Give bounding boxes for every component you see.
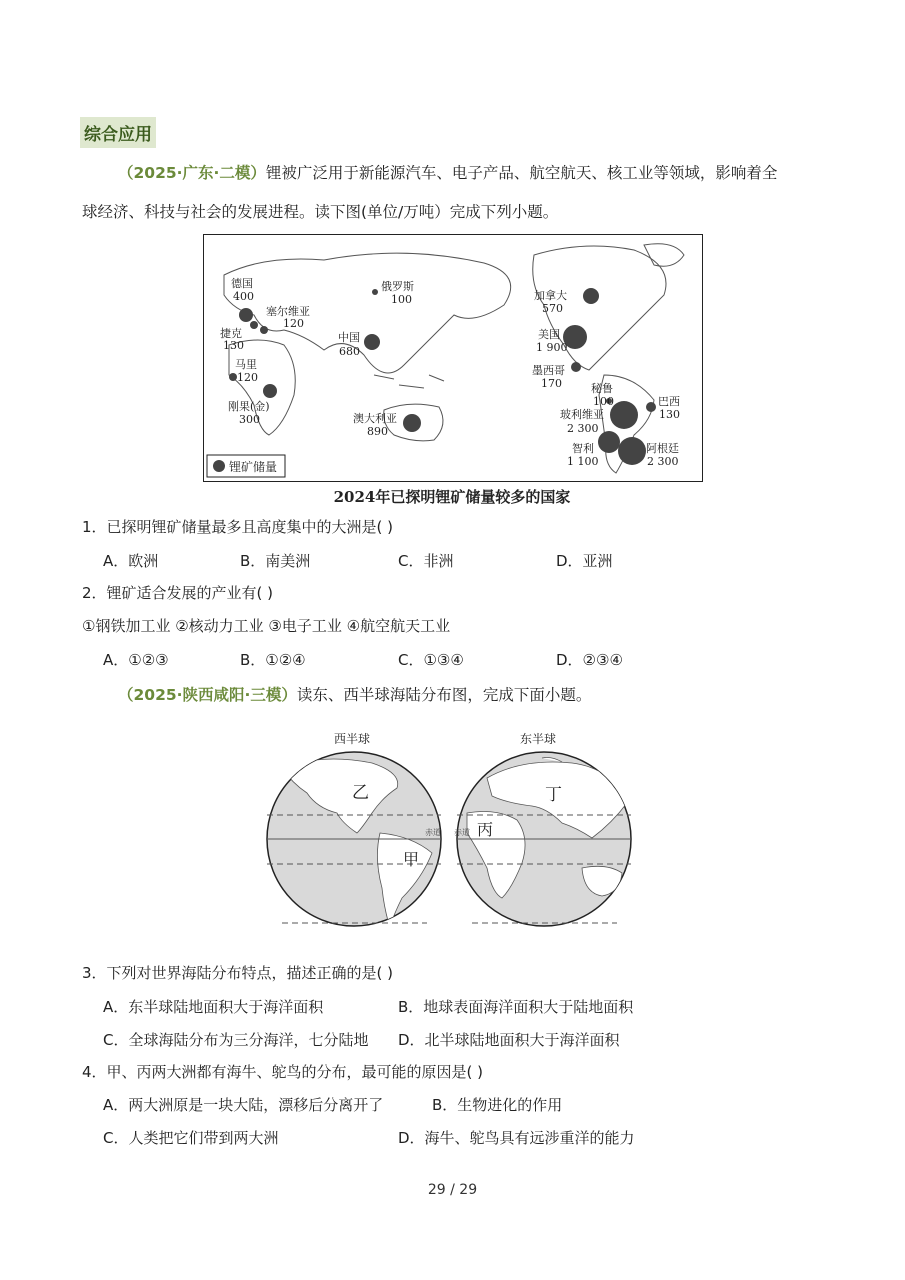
value-germany: 400: [233, 290, 254, 303]
q2-option-b[interactable]: B．①②④: [240, 651, 306, 669]
value-mali: 120: [237, 371, 258, 384]
intro-line-2: 球经济、科技与社会的发展进程。读下图(单位/万吨）完成下列小题。: [82, 203, 559, 221]
value-mexico: 170: [541, 377, 562, 390]
dot-congo: [263, 384, 277, 398]
value-china: 680: [339, 345, 360, 358]
q3-option-c[interactable]: C．全球海陆分布为三分海洋，七分陆地: [103, 1031, 369, 1049]
q3-option-d[interactable]: D．北半球陆地面积大于海洋面积: [398, 1031, 620, 1049]
value-russia: 100: [391, 293, 412, 306]
value-bolivia: 2 300: [567, 422, 599, 435]
dot-canada: [583, 288, 599, 304]
legend-label: 锂矿储量: [229, 460, 278, 474]
dot-germany: [239, 308, 253, 322]
q1-option-d[interactable]: D．亚洲: [556, 552, 613, 570]
label-czech: 捷克: [220, 327, 242, 340]
label-peru: 秘鲁: [591, 382, 613, 395]
q2-items: ①钢铁加工业 ②核动力工业 ③电子工业 ④航空航天工业: [82, 617, 451, 635]
section-title: 综合应用: [80, 117, 156, 148]
value-argentina: 2 300: [647, 455, 679, 468]
value-canada: 570: [542, 302, 563, 315]
q4-option-d[interactable]: D．海牛、鸵鸟具有远涉重洋的能力: [398, 1129, 635, 1147]
value-usa: 1 900: [536, 341, 568, 354]
label-argentina: 阿根廷: [646, 442, 679, 455]
label-china: 中国: [338, 331, 360, 344]
label-jia: 甲: [403, 850, 420, 869]
q4-option-a[interactable]: A．两大洲原是一块大陆，漂移后分离开了: [103, 1096, 384, 1114]
label-yi: 乙: [352, 783, 369, 803]
value-peru: 100: [593, 395, 614, 408]
label-mexico: 墨西哥: [532, 364, 565, 377]
q3-option-a[interactable]: A．东半球陆地面积大于海洋面积: [103, 998, 324, 1016]
label-germany: 德国: [231, 277, 253, 290]
label-mali: 马里: [235, 358, 257, 371]
q4-option-b[interactable]: B．生物进化的作用: [432, 1096, 563, 1114]
q4-option-c[interactable]: C．人类把它们带到两大洲: [103, 1129, 279, 1147]
q2-option-a[interactable]: A．①②③: [103, 651, 169, 669]
q4-stem: 4．甲、丙两大洲都有海牛、鸵鸟的分布，最可能的原因是( ): [82, 1063, 484, 1081]
dot-chile: [598, 431, 620, 453]
q1-option-c[interactable]: C．非洲: [398, 552, 454, 570]
value-chile: 1 100: [567, 455, 599, 468]
label-brazil: 巴西: [658, 395, 680, 408]
q1-stem: 1．已探明锂矿储量最多且高度集中的大洲是( ): [82, 518, 394, 536]
label-australia: 澳大利亚: [353, 412, 397, 425]
label-canada: 加拿大: [534, 289, 567, 302]
label-russia: 俄罗斯: [381, 280, 414, 293]
intro-2-text: 读东、西半球海陆分布图，完成下面小题。: [296, 686, 592, 704]
value-brazil: 130: [659, 408, 680, 421]
value-serbia: 120: [283, 317, 304, 330]
dot-russia: [372, 289, 378, 295]
dot-mali: [229, 373, 237, 381]
map1-caption: 2024年已探明锂矿储量较多的国家: [333, 488, 571, 506]
dot-bolivia: [610, 401, 638, 429]
dot-brazil: [646, 402, 656, 412]
value-australia: 890: [367, 425, 388, 438]
q2-stem: 2．锂矿适合发展的产业有( ): [82, 584, 274, 602]
dot-argentina: [618, 437, 646, 465]
q3-option-b[interactable]: B．地球表面海洋面积大于陆地面积: [398, 998, 634, 1016]
west-hemisphere-title: 西半球: [334, 732, 371, 746]
dot-serbia: [260, 326, 268, 334]
hemispheres-map: [262, 728, 642, 930]
q1-option-a[interactable]: A．欧洲: [103, 552, 159, 570]
question-source: （2025·广东·二模）: [118, 164, 266, 182]
label-chile: 智利: [572, 442, 594, 455]
legend-dot: [213, 460, 225, 472]
q2-option-d[interactable]: D．②③④: [556, 651, 623, 669]
label-usa: 美国: [538, 328, 560, 341]
label-bing: 丙: [477, 820, 494, 839]
q2-option-c[interactable]: C．①③④: [398, 651, 464, 669]
q3-stem: 3．下列对世界海陆分布特点，描述正确的是( ): [82, 964, 394, 982]
lithium-world-map: [203, 234, 703, 482]
label-serbia: 塞尔维亚: [266, 305, 310, 318]
value-czech: 130: [223, 339, 244, 352]
value-congo: 300: [239, 413, 260, 426]
intro-text: 锂被广泛用于新能源汽车、电子产品、航空航天、核工业等领域，影响着全: [265, 164, 778, 182]
dot-mexico: [571, 362, 581, 372]
equator-label-west: 赤道: [425, 828, 441, 837]
dot-china: [364, 334, 380, 350]
page-number: 29 / 29: [427, 1182, 478, 1198]
q1-option-b[interactable]: B．南美洲: [240, 552, 311, 570]
intro-line-1: [118, 155, 838, 191]
intro-2: [118, 677, 838, 713]
dot-czech: [250, 321, 258, 329]
equator-label-east: 赤道: [454, 828, 470, 837]
label-bolivia: 玻利维亚: [560, 408, 604, 421]
label-ding: 丁: [545, 785, 562, 805]
east-hemisphere-title: 东半球: [520, 732, 557, 746]
dot-australia: [403, 414, 421, 432]
question-source-2: （2025·陕西咸阳·三模）: [118, 686, 297, 704]
label-congo: 刚果(金): [228, 400, 270, 413]
